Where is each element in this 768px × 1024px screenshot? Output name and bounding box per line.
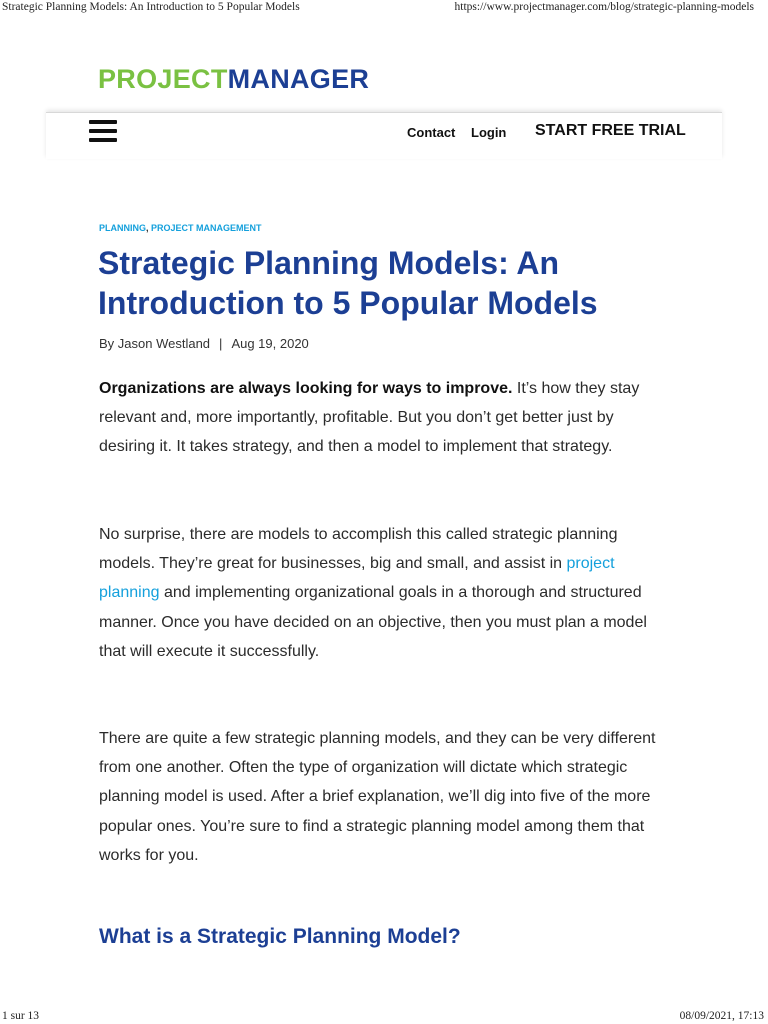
article-categories [99, 223, 262, 233]
logo-text-manager: MANAGER [227, 64, 370, 94]
project-planning-link[interactable]: project planning [99, 555, 615, 602]
author-name[interactable]: By Jason Westland [99, 336, 211, 351]
hamburger-line [89, 138, 117, 142]
print-footer-page-number: 1 sur 13 [2, 1010, 40, 1022]
hamburger-line [89, 129, 117, 133]
paragraph-text: and implementing organizational goals in a thorough and structured manner. Once you have decided on an objective, then you must plan a model that will execute it successfully. [99, 584, 647, 660]
print-header-url: https://www.projectmanager.com/blog/strategic-planning-models [454, 1, 754, 13]
logo-text-project: PROJECT [98, 64, 228, 94]
print-header-title: Strategic Planning Models: An Introduction to 5 Popular Models [2, 1, 300, 13]
category-link-planning[interactable]: PLANNING [99, 223, 146, 233]
projectmanager-logo[interactable] [98, 64, 369, 95]
article-paragraph-2 [99, 520, 674, 666]
category-separator: , [146, 223, 149, 233]
article-paragraph-1 [99, 374, 674, 462]
publish-date: Aug 19, 2020 [231, 336, 309, 351]
intro-bold-text: Organizations are always looking for ways to improve. [99, 380, 513, 397]
category-link-project-management[interactable]: PROJECT MANAGEMENT [151, 223, 262, 233]
paragraph-text: No surprise, there are models to accomplish this called strategic planning models. They’re great for businesses, big and small, and assist in [99, 526, 618, 573]
hamburger-icon[interactable] [89, 120, 117, 144]
start-free-trial-button[interactable]: START FREE TRIAL [535, 122, 686, 139]
section-heading: What is a Strategic Planning Model? [99, 925, 461, 948]
print-footer-datetime: 08/09/2021, 17:13 [679, 1010, 764, 1022]
article-paragraph-3: There are quite a few strategic planning models, and they can be very different from one another. Often the type of organization will dictate which strategic planning model is used. After a brief explanation, we’ll dig into five of the more popular ones. You’re sure to find a strategic planning model among them that works for you. [99, 730, 656, 864]
nav-login-link[interactable]: Login [471, 125, 507, 140]
paragraph-text: It’s how they stay relevant and, more importantly, profitable. But you don’t get better just by desiring it. It takes strategy, and then a model to implement that strategy. [99, 380, 640, 456]
article-title: Strategic Planning Models: An Introduction to 5 Popular Models [98, 245, 598, 321]
hamburger-line [89, 120, 117, 124]
byline-separator: | [219, 336, 223, 351]
nav-contact-link[interactable]: Contact [407, 125, 456, 140]
article-byline [99, 336, 309, 351]
